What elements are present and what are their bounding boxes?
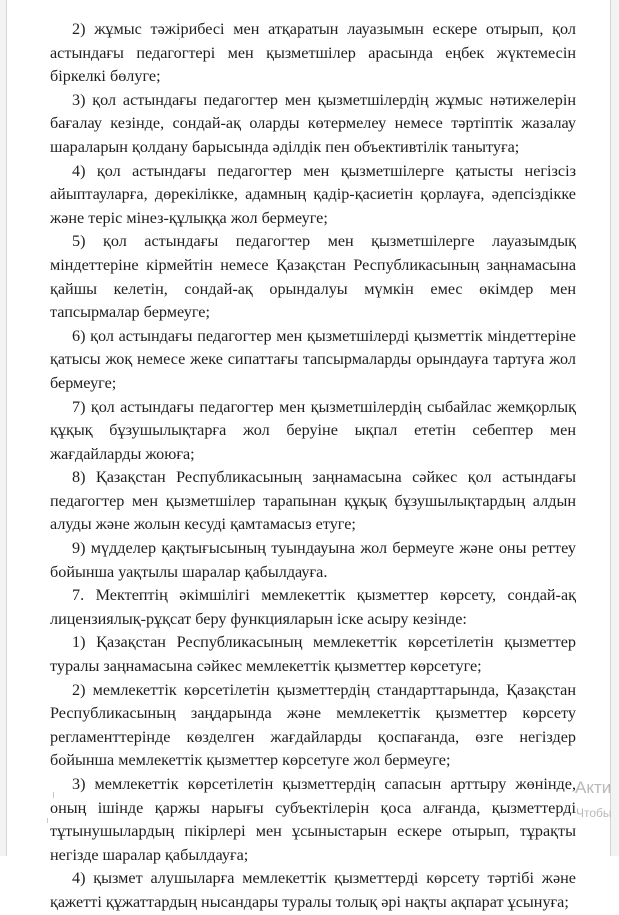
scan-artifact [47,818,48,823]
section-7-item-3: 3) мемлекеттік көрсетілетін қызметтердің сапасын арттыру жөнінде, оның ішінде қаржы нарығы субъектілерін қоса алғанда, қызметтерді тұтынушылардың пікірлері мен ұсыныстарын ескере отырып, тұрақты негізде шаралар қабылдауға; [50,775,576,864]
section-7-item-2: 2) мемлекеттік көрсетілетін қызметтердің стандарттарында, Қазақстан Республикасының заңдарында және мемлекеттік қызметтер көрсету регламенттерінде көзделген жағдайларды қоспағанда, өзге негіздер бойынша мемлекеттік қызметтер көрсетуге жол бермеуге; [50,680,576,770]
paragraph-item-8: 8) Қазақстан Республикасының заңнамасына сәйкес қол астындағы педагогтер мен қызметшілер тарапынан құқық бұзушылықтардың алдын алуды және жолын кесуді қамтамасыз етуге; [50,468,576,534]
paragraph-item-6: 6) қол астындағы педагогтер мен қызметшілерді қызметтік міндеттеріне қатысы жоқ немесе жеке сипаттағы тапсырмаларды орындауға тартуға жол бермеуге; [50,326,576,392]
paragraph-item-4: 4) қол астындағы педагогтер мен қызметшілерге қатысты негізсіз айыптауларға, дөрекілікке, адамның қадір-қасиетін қорлауға, әдепсіздікке және теріс мінез-құлыққа жол бермеуге; [50,161,576,227]
paragraph-item-3: 3) қол астындағы педагогтер мен қызметшілердің жұмыс нәтижелерін бағалау кезінде, сондай-ақ оларды көтермелеу немесе тәртіптік жазалау шараларын қолдану барысында әділдік пен объективтілік танытуға; [50,90,576,156]
paragraph-item-9: 9) мүдделер қақтығысының туындауына жол бермеуге және оны реттеу бойынша уақтылы шаралар қабылдауға. [50,539,576,581]
paragraph-item-5: 5) қол астындағы педагогтер мен қызметшілерге лауазымдық міндеттеріне кірмейтін немесе Қазақстан Республикасының заңнамасына қайшы келетін, сондай-ақ орындалуы мүмкін емес өкімдер мен тапсырмалар бермеуге; [50,232,576,322]
section-7-item-4: 4) қызмет алушыларға мемлекеттік қызметтерді көрсету тәртібі және қажетті құжаттардың нысандары туралы толық әрі нақты ақпарат ұсынуға; [50,869,576,911]
section-7-item-1: 1) Қазақстан Республикасының мемлекеттік көрсетілетін қызметтер туралы заңнамасына сәйкес мемлекеттік қызметтер көрсетуге; [50,633,576,676]
document-body [50,18,576,915]
paragraph-item-7: 7) қол астындағы педагогтер мен қызметшілердің сыбайлас жемқорлық құқық бұзушылықтарға жол беруіне ықпал ететін себептер мен жағдайларды жоюға; [50,397,576,463]
windows-activation-title: Акти [575,778,612,797]
paragraph-item-2: 2) жұмыс тәжірибесі мен атқаратын лауазымын ескере отырып, қол астындағы педагогтері мен қызметшілер арасында еңбек жүктемесін біркелкі бөлуге; [50,20,576,86]
section-7-heading: 7. Мектептің әкімшілігі мемлекеттік қызметтер көрсету, сондай-ақ лицензиялық-рұқсат беру функцияларын іске асыру кезінде: [50,586,576,628]
windows-activation-subtitle: Чтобы [576,806,612,820]
